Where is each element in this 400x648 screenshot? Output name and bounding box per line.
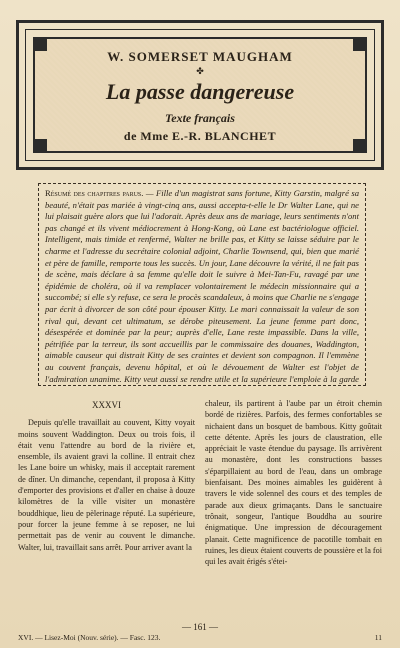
title-block: [33, 37, 367, 153]
summary-lead: Résumé des chapitres parus.: [45, 188, 144, 198]
frame-corner-ornament: [33, 37, 47, 51]
story-title: La passe dangereuse: [105, 79, 295, 104]
frame-corner-ornament: [353, 139, 367, 153]
column-right: [205, 398, 382, 620]
translator-credit: de Mme E.-R. BLANCHET: [123, 129, 277, 143]
page-number: — 161 —: [182, 622, 218, 632]
column-left: [18, 398, 195, 620]
summary-box: [38, 183, 366, 386]
author-name: W. SOMERSET MAUGHAM: [107, 49, 293, 64]
footer-series-info: XVI. — Lisez-Moi (Nouv. série). — Fasc. 123.: [18, 633, 161, 642]
title-frame: [16, 20, 384, 170]
summary-text: — Fille d'un magistrat sans fortune, Kitty Garstin, malgré sa beauté, n'était pas mariée à vingt-cinq ans, aussi accepta-t-elle le Dr Walter Lane, qui ne lui plaisait guère alors que lui l'adorait. Après deux ans de mariage, leurs sentiments n'ont pas changé et ils vivent médiocrement à Hong-Kong, où Lane est bactériologue officiel. Intelligent, mais timide et renfermé, Walter ne brille pas, et Kitty se laisse séduire par le charme et l'adresse du secrétaire colonial adjoint, Charlie Townsend, qui, bien que marié et père de famille, remporte tous les succès. Un jour, Lane découvre la vérité, il ne fait pas de scène, mais déclare à sa femme qu'elle doit le suivre à Mei-Tan-Fu, ravagé par une épidémie de choléra, où il va remplacer volontairement le médecin missionnaire qui a succombé; si elle s'y refuse, ce sera le procès scandaleux, à moins que Charlie ne s'engage par écrit à divorcer de son côté pour épouser Kitty. Le mari connaissait la valeur de son rival qui, devant cet ultimatum, se dérobe piteusement. La jeune femme part donc, désespérée et dominée par la peur; auprès d'elle, Lane reste impassible. Dans la ville, pétrifiée par la terreur, ils sont accueillis par le commissaire des douanes, Waddington, aimable causeur qui distrait Kitty de ses craintes et devient son compagnon. Il l'emmène au couvent français, devenu hôpital, et où le dévouement de Walter est l'objet de l'admiration unanime. Kitty veut aussi se rendre utile et la supérieure l'emploie à la garde: [45, 188, 359, 384]
article-columns: [18, 398, 382, 620]
footer-signature-mark: 11: [374, 633, 382, 642]
column-left-text: Depuis qu'elle travaillait au couvent, Kitty voyait moins souvent Waddington. Deux ou trois fois, il était venu l'attendre au bord de la rivière et, ensemble, ils avaient gravi la colline. Il entrait chez les Lane boire un whisky, mais il acceptait rarement de dîner. Un dimanche, cependant, il proposa à Kitty d'emporter des provisions et d'aller en chaise à douze kilomètres de la ville visiter un monastère bouddhique, lieu de pèlerinage réputé. La supérieure, pour forcer la jeune femme à se reposer, ne lui permettait pas de venir au couvent le dimanche. Walter, lui, travaillait sans arrêt. Pour arriver avant la: [18, 418, 195, 552]
fleuron-icon: ✤: [196, 66, 204, 76]
chapter-number: XXXVI: [92, 400, 121, 410]
frame-corner-ornament: [33, 139, 47, 153]
page-footer: [18, 633, 382, 642]
column-right-text: chaleur, ils partirent à l'aube par un étroit chemin bordé de rizières. Parfois, des fermes confortables se nichaient dans un bosquet de bambous. Kitty goûtait cette détente. Après les jours de claustration, elle appréciait le vaste étendue du paysage. Ils arrivèrent au monastère, dont les constructions basses s'éparpillaient au bord de l'eau, dans un ombrage bienfaisant. Des moines aimables les guidèrent à travers le vide solennel des cours et des temples de parade aux dieux grimaçants. Dans le sanctuaire trônait, songeur, l'antique Bouddha au sourire énigmatique. Une impression de découragement planait. Cette magnificence de pacotille tombait en ruines, les dieux étaient couverts de poussière et la foi qui les avait érigés s'étei-: [205, 399, 382, 567]
frame-corner-ornament: [353, 37, 367, 51]
subtitle: Texte français: [165, 111, 235, 125]
